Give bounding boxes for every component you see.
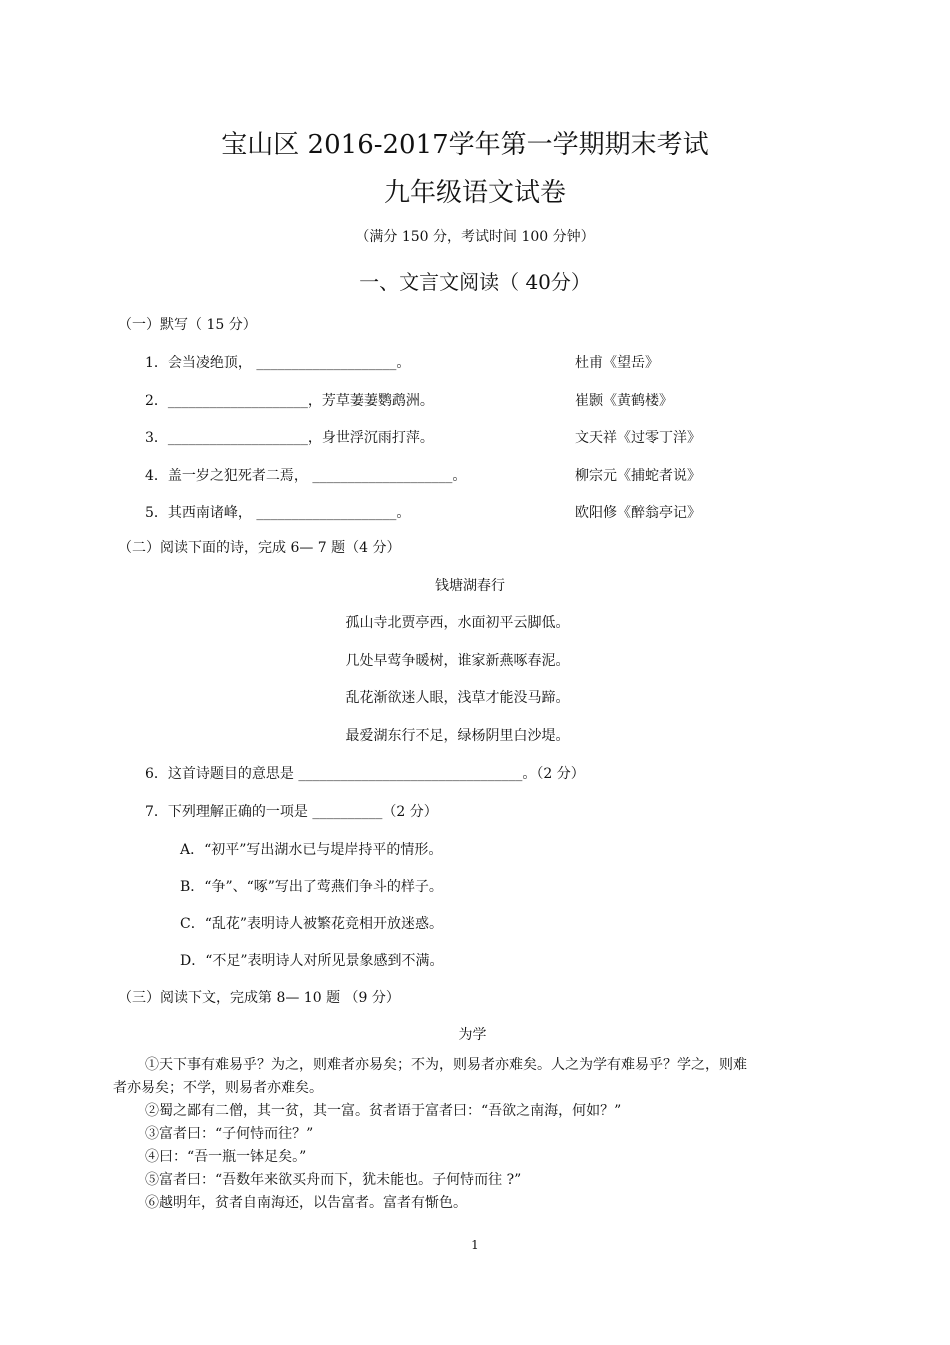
question-7: 7．下列理解正确的一项是 __________（2 分） <box>145 804 438 820</box>
option-d: D．“不足”表明诗人对所见景象感到不满。 <box>180 953 444 969</box>
poem-line-2: 几处早莺争暖树，谁家新燕啄春泥。 <box>345 653 570 669</box>
page-number: 1 <box>471 1238 479 1252</box>
dictation-source-3: 文天祥《过零丁洋》 <box>575 430 701 446</box>
passage-paragraph-2: ②蜀之鄙有二僧，其一贫，其一富。贫者语于富者曰：“吾欲之南海，何如？” <box>145 1103 622 1119</box>
option-b: B．“争”、“啄”写出了莺燕们争斗的样子。 <box>180 879 443 895</box>
dictation-source-5: 欧阳修《醉翁亭记》 <box>575 505 701 521</box>
dictation-source-2: 崔颢《黄鹤楼》 <box>575 393 673 409</box>
dictation-item-1: 1．会当凌绝顶， ____________________。 <box>145 355 411 371</box>
dictation-source-1: 杜甫《望岳》 <box>575 355 659 371</box>
dictation-source-4: 柳宗元《捕蛇者说》 <box>575 468 701 484</box>
passage-paragraph-1: ①天下事有难易乎？为之，则难者亦易矣；不为，则易者亦难矣。人之为学有难易乎？学之，则难者亦易矣；不学，则易者亦难矣。 <box>113 1057 747 1096</box>
poem-line-4: 最爱湖东行不足，绿杨阴里白沙堤。 <box>345 728 570 744</box>
part3-heading: （三）阅读下文，完成第 8— 10 题 （9 分） <box>118 990 400 1006</box>
passage-paragraph-5: ⑤富者曰：“吾数年来欲买舟而下，犹未能也。子何恃而往 ?” <box>145 1172 522 1188</box>
exam-subtitle: 九年级语文试卷 <box>383 178 566 208</box>
question-6: 6．这首诗题目的意思是 ________________________________。（2 分） <box>145 766 585 782</box>
part2-heading: （二）阅读下面的诗，完成 6— 7 题（4 分） <box>118 540 401 556</box>
exam-title: 宝山区 2016-2017学年第一学期期末考试 <box>221 130 709 160</box>
exam-info: （满分 150 分，考试时间 100 分钟） <box>355 229 595 245</box>
dictation-item-2: 2．____________________，芳草萋萋鹦鹉洲。 <box>145 393 434 409</box>
option-c: C．“乱花”表明诗人被繁花竞相开放迷惑。 <box>180 916 444 932</box>
dictation-item-5: 5．其西南诸峰， ____________________。 <box>145 505 411 521</box>
passage-paragraph-3: ③富者曰：“子何恃而往？” <box>145 1126 314 1142</box>
passage-paragraph-6: ⑥越明年，贫者自南海还，以告富者。富者有惭色。 <box>145 1195 467 1211</box>
dictation-item-3: 3．____________________，身世浮沉雨打萍。 <box>145 430 434 446</box>
poem-line-3: 乱花渐欲迷人眼，浅草才能没马蹄。 <box>345 690 570 706</box>
passage-title: 为学 <box>458 1027 487 1043</box>
poem-line-1: 孤山寺北贾亭西，水面初平云脚低。 <box>345 615 570 631</box>
passage-body <box>113 1054 753 1215</box>
poem-title: 钱塘湖春行 <box>435 578 505 594</box>
section-heading: 一、文言文阅读（ 40分） <box>359 270 591 294</box>
part1-heading: （一）默写（ 15 分） <box>118 317 257 333</box>
passage-paragraph-4: ④曰：“吾一瓶一钵足矣。” <box>145 1149 307 1165</box>
dictation-item-4: 4．盖一岁之犯死者二焉， ____________________。 <box>145 468 467 484</box>
option-a: A．“初平”写出湖水已与堤岸持平的情形。 <box>180 842 443 858</box>
